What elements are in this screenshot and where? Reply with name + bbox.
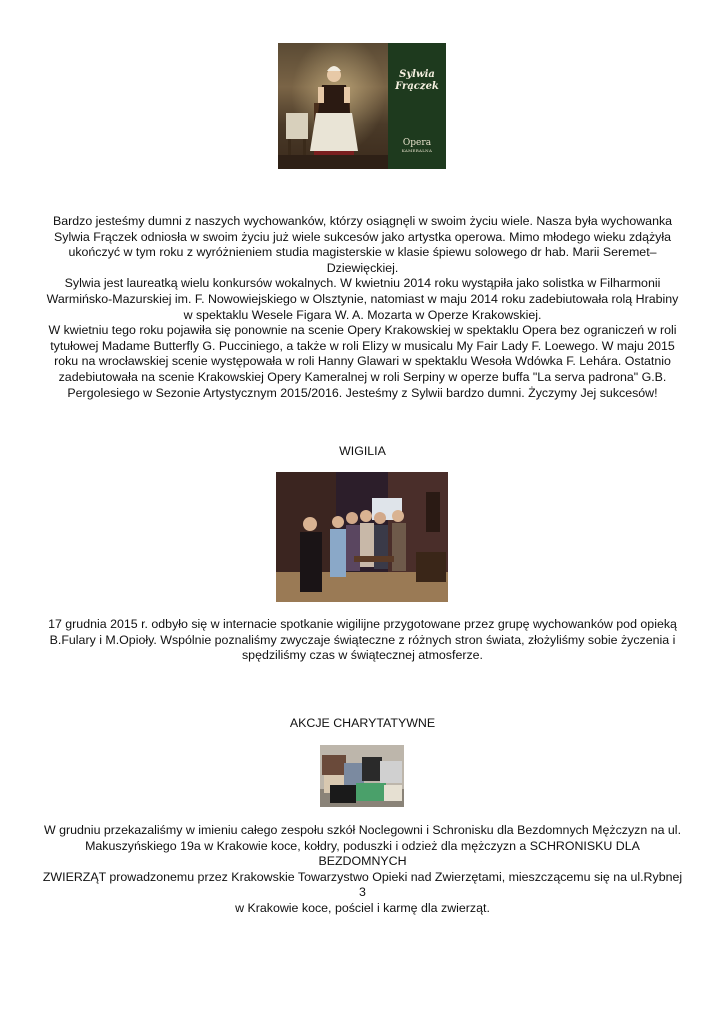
wigilia-photo [276,472,448,602]
poster-title: Sylwia Frączek [395,69,439,92]
section1-text: Bardzo jesteśmy dumni z naszych wychowanków, którzy osiągnęli w swoim życiu wiele. Nasza była wychowanka Sylwia Frączek odniosła w swoim życiu już wiele sukcesów jako artystka operowa. Mimo młodego wieku zdążyła ukończyć w tym roku z wyróżnieniem studia magisterskie w klasie śpiewu solowego dr hab. Marii Seremet– Dziewięckiej. Sylwia jest laureatką wielu konkursów wokalnych. W kwietniu 2014 roku wystąpiła jako solistka w Filharmonii Warmińsko-Mazurskiej im. F. Nowowiejskiego w Olsztynie, natomiast w maju 2014 roku zadebiutowała rolą Hrabiny w spektaklu Wesele Figara W. A. Mozarta w Operze Krakowskiej. W kwietniu tego roku pojawiła się ponownie na scenie Opery Krakowskiej w spektaklu Opera bez ograniczeń w roli tytułowej Madame Butterfly G. Pucciniego, a także w roli Elizy w musicalu My Fair Lady F. Loewego. W maju 2015 roku na wrocławskiej scenie występowała w roli Hanny Glawari w spektaklu Wesoła Wdówka F. Lehára. Ostatnio zadebiutowała na scenie Krakowskiej Opery Kameralnej w roli Serpiny w operze buffa "La serva padrona" G.B. Pergolesiego w Sezonie Artystycznym 2015/2016. Jesteśmy z Sylwii bardzo dumni. Życzymy Jej sukcesów! [46,214,679,400]
donations-pile [320,745,404,807]
heading-wigilia: WIGILIA [339,444,386,458]
heading-akcje: AKCJE CHARYTATYWNE [289,716,436,730]
donations-photo [320,745,404,807]
section2-text: 17 grudnia 2015 r. odbyło się w internacie spotkanie wigilijne przygotowane przez grupę wychowanków pod opieką B.Fulary i M.Opioły. Wspólnie poznaliśmy zwyczaje świąteczne z różnych stron świata, złożyliśmy sobie życzenia i spędziliśmy czas w świątecznej atmosferze. [48,617,677,663]
section3-text: W grudniu przekazaliśmy w imieniu całego zespołu szkół Noclegowni i Schronisku dla Bezdomnych Mężczyzn na ul. Makuszyńskiego 19a w Krakowie koce, kołdry, poduszki i odzież dla mężczyzn a SCHRONISKU DLA BEZDOMNYCH ZWIERZĄT prowadzonemu przez Krakowskie Towarzystwo Opieki nad Zwierzętami, mieszczącemu się na ul.Rybnej 3 w Krakowie koce, pościel i karmę dla zwierząt. [42,823,683,915]
opera-logo: Opera KAMERALNA [401,138,433,153]
poster-image [278,43,446,169]
singer-figure [278,43,388,169]
group-scene [276,472,448,602]
